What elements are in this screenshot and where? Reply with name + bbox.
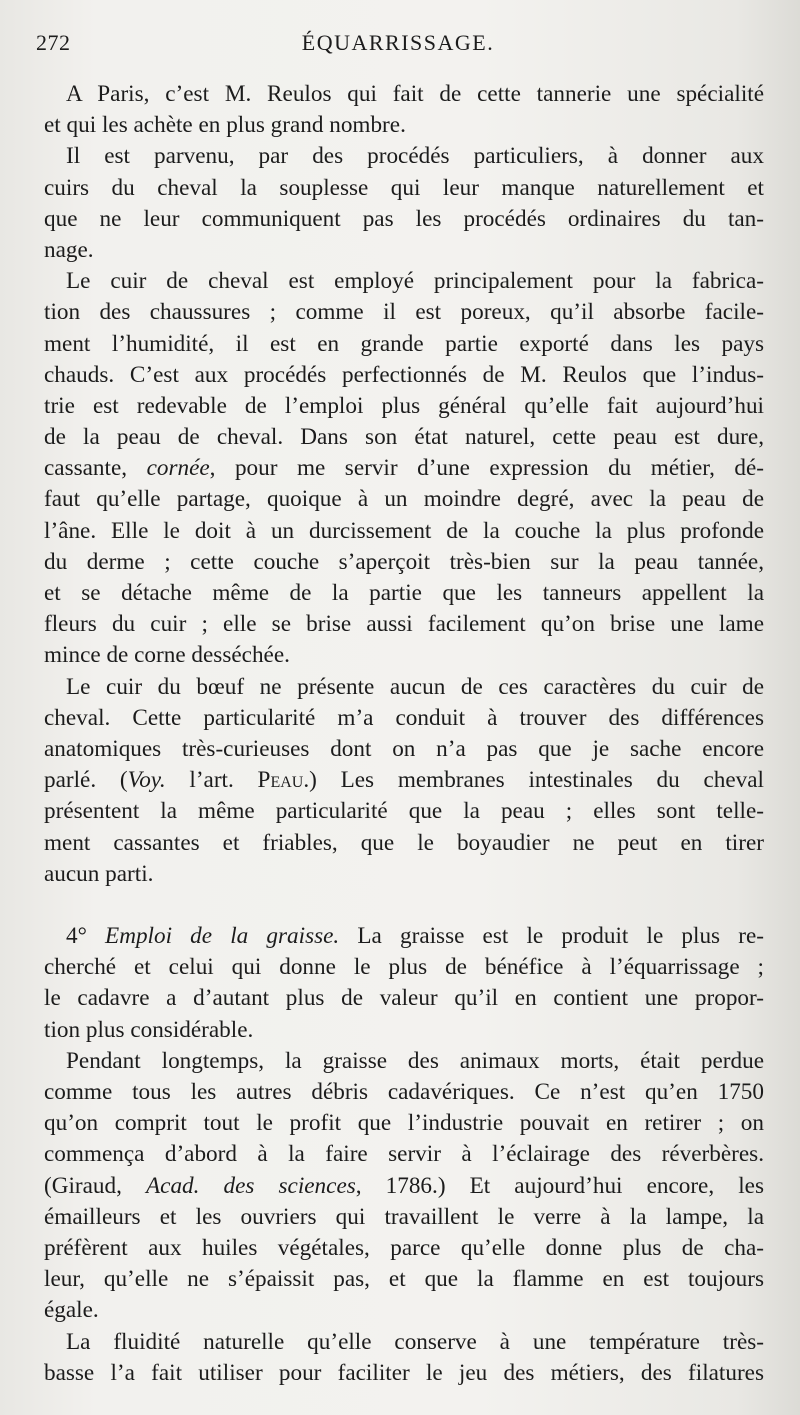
text-line bbox=[44, 391, 764, 422]
line-text: trie est redevable de l’emploi plus général qu’elle fait aujourd’hui bbox=[44, 392, 764, 419]
line-text: Le cuir de cheval est employé principalement pour la fabrica- bbox=[66, 268, 764, 295]
italic-text: cornée bbox=[146, 455, 210, 482]
text-line bbox=[44, 734, 764, 765]
text-line bbox=[44, 609, 764, 640]
line-text: commença d’abord à la faire servir à l’éclairage des réverbères. bbox=[44, 1141, 764, 1168]
line-text: (Giraud, bbox=[44, 1172, 146, 1199]
line-text: égale. bbox=[44, 1297, 99, 1324]
text-line bbox=[44, 1139, 764, 1170]
text-line bbox=[44, 796, 764, 827]
line-text: le cadavre a d’autant plus de valeur qu’il en contient une propor- bbox=[44, 985, 764, 1012]
line-text: tion des chaussures ; comme il est poreux, qu’il absorbe facile- bbox=[44, 299, 764, 326]
text-line bbox=[44, 1171, 764, 1202]
line-text: aucun parti. bbox=[44, 860, 154, 887]
line-text: qu’on comprit tout le profit que l’industrie pouvait en retirer ; on bbox=[44, 1110, 764, 1137]
small-caps-text: Peau bbox=[257, 767, 304, 794]
line-text: comme tous les autres débris cadavériques. Ce n’est qu’en 1750 bbox=[44, 1079, 764, 1105]
line-text: anatomiques très-curieuses dont on n’a pas que je sache encore bbox=[44, 735, 764, 762]
line-text: que ne leur communiquent pas les procédés ordinaires du tan- bbox=[44, 205, 764, 232]
text-line bbox=[44, 859, 764, 890]
text-line bbox=[44, 484, 764, 515]
text-line bbox=[44, 921, 764, 952]
line-text: basse l’a fait utiliser pour faciliter le jeu des métiers, des filatures bbox=[44, 1359, 764, 1386]
text-line bbox=[44, 1264, 764, 1295]
line-text: La fluidité naturelle qu’elle conserve à une température très- bbox=[66, 1328, 764, 1355]
line-text: de la peau de cheval. Dans son état naturel, cette peau est dure, bbox=[44, 424, 764, 451]
line-text: et qui les achète en plus grand nombre. bbox=[44, 112, 406, 139]
line-text: présentent la même particularité que la peau ; elles sont telle- bbox=[44, 798, 764, 825]
text-line bbox=[44, 1015, 764, 1046]
line-text: du derme ; cette couche s’aperçoit très-bien sur la peau tannée, bbox=[44, 548, 764, 575]
line-text: cheval. Cette particularité m’a conduit à trouver des différences bbox=[44, 704, 764, 731]
text-line bbox=[44, 360, 764, 391]
line-text: nage. bbox=[44, 236, 94, 263]
text-line bbox=[44, 79, 764, 110]
line-text: émailleurs et les ouvriers qui travaillent le verre à la lampe, la bbox=[44, 1203, 764, 1230]
text-line bbox=[44, 141, 764, 172]
text-line bbox=[44, 765, 764, 796]
line-text: mince de corne desséchée. bbox=[44, 642, 290, 669]
line-text: Le cuir du bœuf ne présente aucun de ces caractères du cuir de bbox=[66, 673, 764, 700]
line-text: 4° bbox=[66, 923, 106, 950]
line-text: l’art. bbox=[165, 767, 258, 794]
line-text: tion plus considérable. bbox=[44, 1016, 254, 1043]
text-line bbox=[44, 235, 764, 266]
line-text: fleurs du cuir ; elle se brise aussi facilement qu’on brise une lame bbox=[44, 611, 764, 638]
italic-text: Voy. bbox=[127, 767, 166, 794]
text-line bbox=[44, 640, 764, 671]
line-text: l’âne. Elle le doit à un durcissement de la couche la plus profonde bbox=[44, 517, 764, 544]
line-text: cuirs du cheval la souplesse qui leur manque naturellement et bbox=[44, 174, 764, 201]
text-line bbox=[44, 578, 764, 609]
line-text: cassante, bbox=[44, 455, 147, 482]
paragraph-gap bbox=[44, 890, 764, 921]
line-text: Pendant longtemps, la graisse des animaux morts, était perdue bbox=[66, 1047, 764, 1074]
line-text: Il est parvenu, par des procédés particuliers, à donner aux bbox=[66, 143, 764, 170]
text-line bbox=[44, 453, 764, 484]
text-line bbox=[44, 266, 764, 297]
line-text: cherché et celui qui donne le plus de bénéfice à l’équarrissage ; bbox=[44, 954, 764, 981]
text-line bbox=[44, 1295, 764, 1326]
line-text: , pour me servir d’une expression du métier, dé- bbox=[209, 455, 764, 482]
text-line bbox=[44, 110, 764, 141]
running-title: ÉQUARRISSAGE. bbox=[301, 30, 495, 55]
running-head bbox=[36, 30, 760, 64]
body-text bbox=[44, 79, 764, 1389]
line-text: La graisse est le produit le plus re- bbox=[339, 923, 764, 950]
page-number: 272 bbox=[36, 30, 71, 55]
text-line bbox=[44, 1202, 764, 1233]
text-line bbox=[44, 983, 764, 1014]
text-line bbox=[44, 297, 764, 328]
text-line bbox=[44, 952, 764, 983]
line-text: , 1786.) Et aujourd’hui encore, les bbox=[355, 1172, 764, 1199]
line-text: A Paris, c’est M. Reulos qui fait de cette tannerie une spécialité bbox=[66, 81, 764, 107]
text-line bbox=[44, 672, 764, 703]
text-line bbox=[44, 173, 764, 204]
line-text: parlé. ( bbox=[44, 767, 128, 794]
text-line bbox=[44, 1358, 764, 1389]
text-line bbox=[44, 828, 764, 859]
text-line bbox=[44, 1077, 764, 1108]
text-line bbox=[44, 329, 764, 360]
text-line bbox=[44, 547, 764, 578]
line-text: .) Les membranes intestinales du cheval bbox=[303, 767, 764, 794]
text-line bbox=[44, 1233, 764, 1264]
text-line bbox=[44, 1046, 764, 1077]
italic-text: Emploi de la graisse. bbox=[105, 923, 340, 950]
line-text: et se détache même de la partie que les tanneurs appellent la bbox=[44, 580, 764, 606]
line-text: préfèrent aux huiles végétales, parce qu’elle donne plus de cha- bbox=[44, 1234, 764, 1261]
line-text: leur, qu’elle ne s’épaissit pas, et que la flamme en est toujours bbox=[44, 1266, 764, 1293]
text-line bbox=[44, 703, 764, 734]
text-line bbox=[44, 1108, 764, 1139]
text-line bbox=[44, 516, 764, 547]
line-text: ment cassantes et friables, que le boyaudier ne peut en tirer bbox=[44, 829, 764, 856]
text-line bbox=[44, 204, 764, 235]
text-line bbox=[44, 1327, 764, 1358]
line-text: ment l’humidité, il est en grande partie exporté dans les pays bbox=[44, 330, 764, 357]
text-line bbox=[44, 422, 764, 453]
line-text: faut qu’elle partage, quoique à un moindre degré, avec la peau de bbox=[44, 486, 764, 513]
italic-text: Acad. des sciences bbox=[146, 1172, 356, 1199]
line-text: chauds. C’est aux procédés perfectionnés de M. Reulos que l’indus- bbox=[44, 361, 764, 388]
